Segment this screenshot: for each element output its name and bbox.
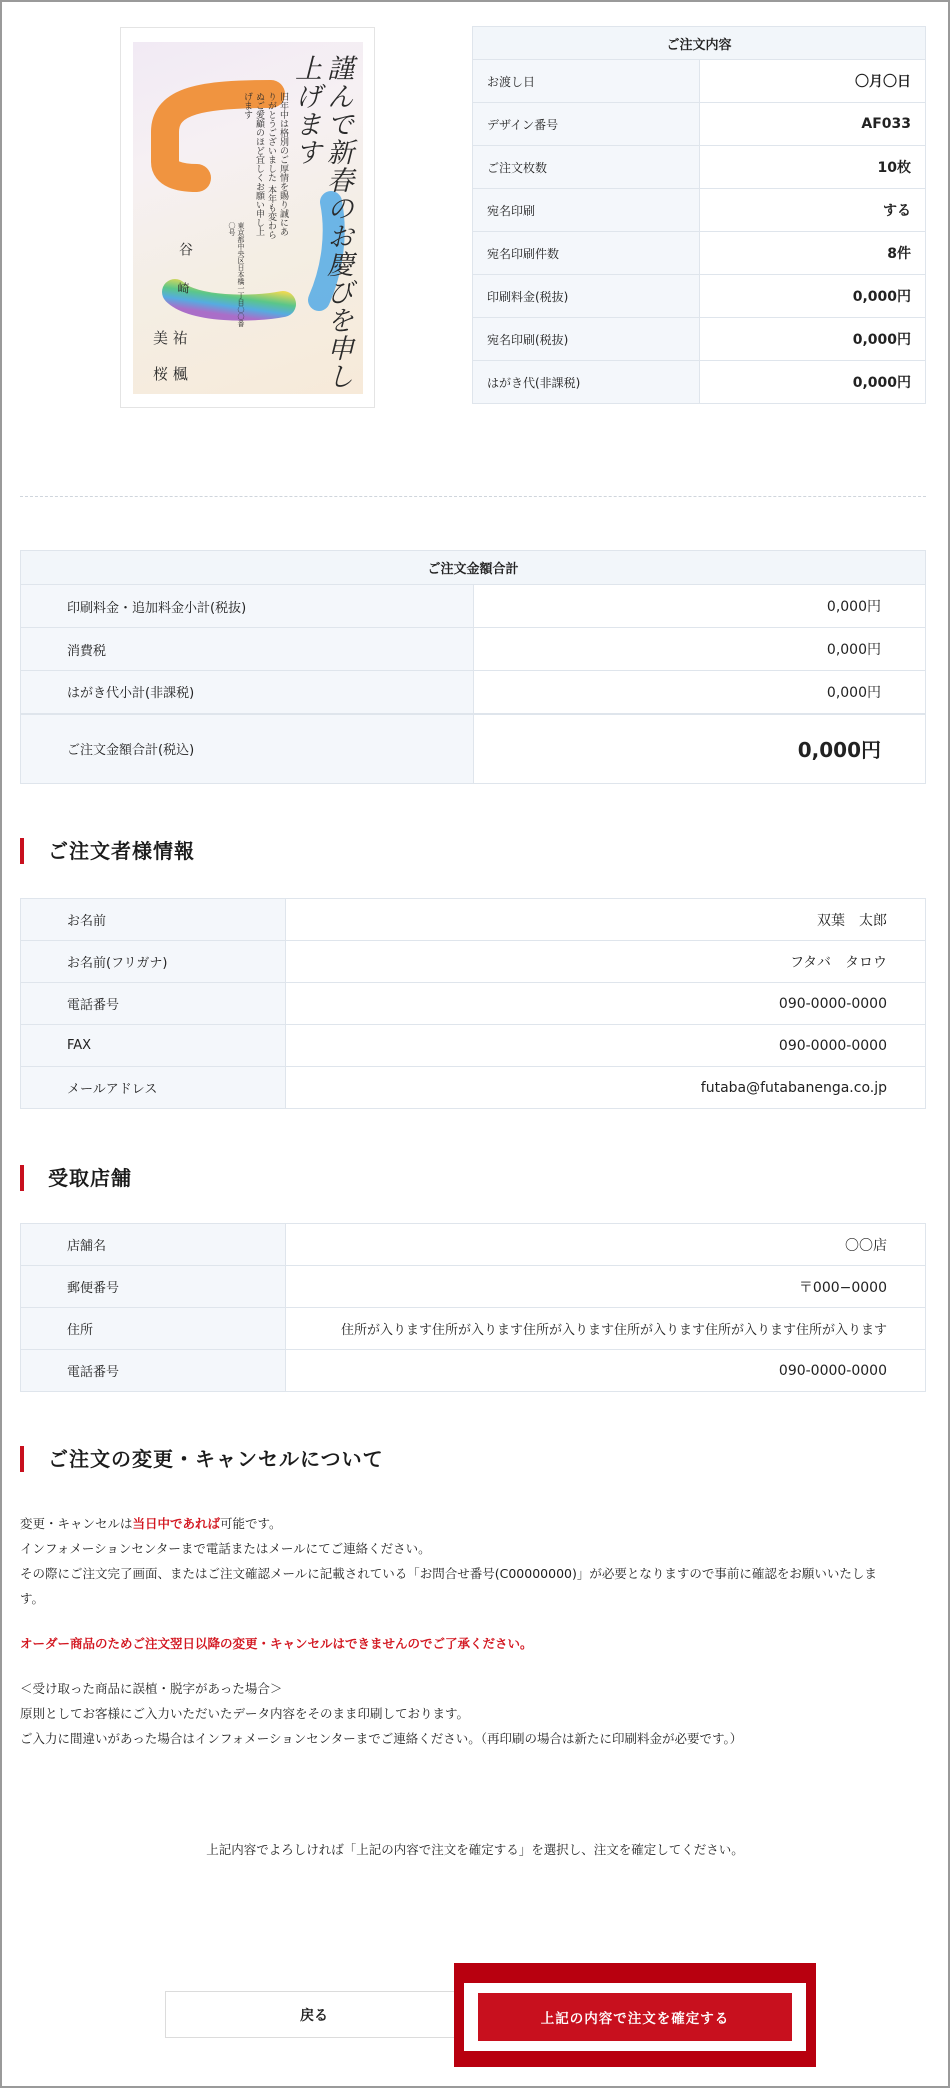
cancel-policy-heading: ご注文の変更・キャンセルについて [20,1446,384,1472]
row-value: 〇〇店 [286,1224,926,1266]
row-label: 印刷料金(税抜) [473,275,700,318]
misprint-line-2: ご入力に間違いがあった場合はインフォメーションセンターまでご連絡ください。（再印刷の場合は新たに印刷料金が必要です。） [20,1731,743,1746]
row-label: 電話番号 [21,983,286,1025]
table-row [473,146,926,189]
row-value: 090-0000-0000 [286,1025,926,1067]
customer-info-table [20,898,926,1109]
design-preview [120,27,375,408]
row-label: 電話番号 [21,1350,286,1392]
misprint-line-1: 原則としてお客様にご入力いただいたデータ内容をそのまま印刷しております。 [20,1706,470,1721]
order-total-caption: ご注文金額合計 [21,551,926,585]
row-label: 宛名印刷(税抜) [473,318,700,361]
confirm-highlight-frame [454,1963,816,2067]
row-label: お名前 [21,899,286,941]
table-row [21,983,926,1025]
card-body-text: 旧年中は格別のご厚情を賜り誠にありがとうございました 本年も変わらぬご愛顧のほど宜しくお願い申し上げます [242,92,288,239]
row-value: フタバ タロウ [286,941,926,983]
customer-info-heading: ご注文者様情報 [20,838,195,864]
row-value: 10枚 [699,146,926,189]
row-label: お渡し日 [473,60,700,103]
cancel-warning: オーダー商品のためご注文翌日以降の変更・キャンセルはできませんのでご了承ください。 [20,1636,533,1651]
order-total-table [20,550,926,784]
row-label: 店舗名 [21,1224,286,1266]
card-name-3: 美 祐 [153,329,188,347]
misprint-heading: ＜受け取った商品に誤植・脱字があった場合＞ [20,1681,283,1696]
row-label: 消費税 [21,628,474,671]
card-address: 東京都中央区日本橋一丁目〇〇番〇号 [228,222,245,327]
row-value: 〇月〇日 [699,60,926,103]
row-label: 宛名印刷 [473,189,700,232]
card-name-2: 崎 [176,282,190,294]
table-row [473,60,926,103]
row-value: AF033 [699,103,926,146]
card-name-1: 谷 [177,242,193,256]
order-details-table [472,26,926,404]
table-row [21,1308,926,1350]
table-row [21,585,926,628]
table-row [473,275,926,318]
row-value: 0,000円 [473,671,926,714]
row-value: 0,000円 [473,628,926,671]
row-label: FAX [21,1025,286,1067]
confirm-highlight-inner [464,1983,806,2051]
row-label: お名前(フリガナ) [21,941,286,983]
table-row [473,318,926,361]
back-button[interactable]: 戻る [165,1991,463,2038]
grand-total-value: 0,000円 [473,714,926,784]
row-label: 郵便番号 [21,1266,286,1308]
card-headline: 謹んで新春のお慶びを申し上げます [290,54,353,390]
row-value: 0,000円 [473,585,926,628]
cancel-line-1-a: 変更・キャンセルは [20,1516,133,1531]
order-details-caption: ご注文内容 [473,27,926,60]
row-value: 〒000−0000 [286,1266,926,1308]
table-row [21,1266,926,1308]
table-row [473,189,926,232]
row-label: 宛名印刷件数 [473,232,700,275]
nengajo-card-image [133,42,363,394]
table-row [21,899,926,941]
table-row [21,941,926,983]
row-label: メールアドレス [21,1067,286,1109]
row-value: 住所が入ります住所が入ります住所が入ります住所が入ります住所が入ります住所が入ります [286,1308,926,1350]
section-divider [20,496,926,497]
cancel-line-1-highlight: 当日中であれば [132,1516,221,1531]
row-value: 090-0000-0000 [286,983,926,1025]
row-value: する [699,189,926,232]
table-row [21,671,926,714]
row-label: はがき代小計(非課税) [21,671,474,714]
row-value: 8件 [699,232,926,275]
row-value: futaba@futabanenga.co.jp [286,1067,926,1109]
cancel-policy-text [20,1511,900,1751]
row-label: 住所 [21,1308,286,1350]
row-value: 090-0000-0000 [286,1350,926,1392]
table-row [21,628,926,671]
grand-total-label: ご注文金額合計(税込) [21,714,474,784]
row-value: 0,000円 [699,275,926,318]
cancel-line-1 [20,1511,900,1536]
row-value: 0,000円 [699,361,926,404]
table-row [21,1224,926,1266]
confirm-instruction: 上記内容でよろしければ「上記の内容で注文を確定する」を選択し、注文を確定してください。 [206,1842,744,1857]
table-row [473,232,926,275]
pickup-store-table [20,1223,926,1392]
cancel-line-1-b: 可能です。 [220,1516,282,1531]
table-row [21,1025,926,1067]
table-row [21,1067,926,1109]
card-name-4: 桜 楓 [153,365,188,383]
pickup-store-heading: 受取店舗 [20,1165,132,1191]
grand-total-row [21,714,926,784]
table-row [473,361,926,404]
row-value: 双葉 太郎 [286,899,926,941]
row-label: ご注文枚数 [473,146,700,189]
table-row [473,103,926,146]
row-label: デザイン番号 [473,103,700,146]
row-label: 印刷料金・追加料金小計(税抜) [21,585,474,628]
cancel-line-3: その際にご注文完了画面、またはご注文確認メールに記載されている「お問合せ番号(C00000000)」が必要となりますので事前に確認をお願いいたします。 [20,1566,877,1606]
row-label: はがき代(非課税) [473,361,700,404]
row-value: 0,000円 [699,318,926,361]
cancel-line-2: インフォメーションセンターまで電話またはメールにてご連絡ください。 [20,1541,431,1556]
confirm-order-button[interactable]: 上記の内容で注文を確定する [478,1993,792,2041]
table-row [21,1350,926,1392]
